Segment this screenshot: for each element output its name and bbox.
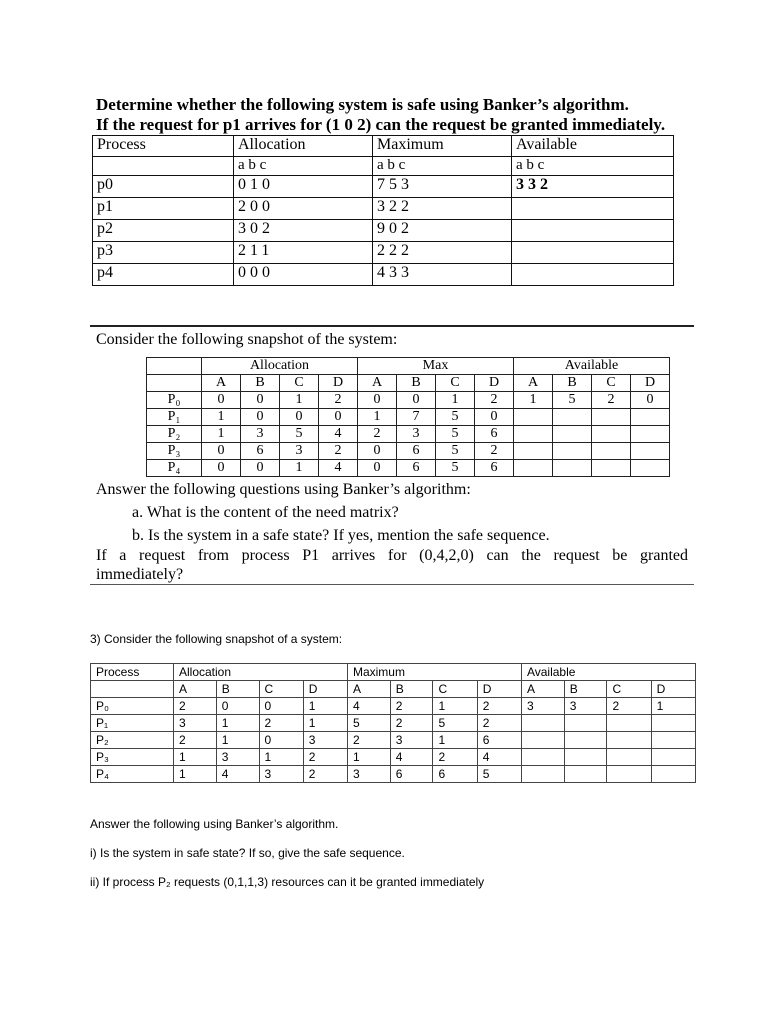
value-cell — [514, 409, 553, 426]
table-row — [91, 732, 696, 749]
value-cell: 3 — [397, 426, 436, 443]
value-cell: 1 — [514, 392, 553, 409]
value-cell: 3 — [521, 698, 564, 715]
value-cell — [514, 443, 553, 460]
value-cell: 1 — [202, 426, 241, 443]
value-cell: 0 — [259, 732, 303, 749]
q3-col-header: A — [174, 681, 217, 698]
value-cell — [592, 426, 631, 443]
value-cell — [521, 732, 564, 749]
value-cell: 0 — [216, 698, 259, 715]
value-cell: 1 — [280, 392, 319, 409]
value-cell — [564, 715, 607, 732]
value-cell: 0 — [319, 409, 358, 426]
value-cell: 6 — [477, 732, 521, 749]
value-cell — [514, 460, 553, 477]
value-cell: 5 — [436, 443, 475, 460]
value-cell: 1 — [433, 732, 477, 749]
value-cell — [521, 749, 564, 766]
q3-question-ii: ii) If process P₂ requests (0,1,1,3) resources can it be granted immediately — [90, 875, 485, 889]
value-cell — [592, 460, 631, 477]
q3-col-header: D — [651, 681, 695, 698]
value-cell: 2 — [358, 426, 397, 443]
value-cell: 3 — [303, 732, 347, 749]
q2-col-header: C — [592, 375, 631, 392]
q3-answer: Answer the following using Banker’s algorithm. — [90, 817, 339, 831]
q3-col-header: A — [521, 681, 564, 698]
value-cell: 1 — [303, 698, 347, 715]
value-cell — [651, 749, 695, 766]
value-cell — [651, 732, 695, 749]
value-cell: 3 — [347, 766, 390, 783]
table-row — [147, 443, 670, 460]
value-cell: 4 — [319, 460, 358, 477]
value-cell: 3 — [280, 443, 319, 460]
q3-col-header: B — [216, 681, 259, 698]
q3-col-header: C — [607, 681, 651, 698]
q2-request-line1: If a request from process P1 arrives for (0,4,2,0) can the request be granted — [96, 547, 688, 564]
table-row — [91, 766, 696, 783]
table-row: p3 211 222 — [93, 242, 674, 264]
value-cell: 6 — [390, 766, 433, 783]
value-cell: 3 — [390, 732, 433, 749]
value-cell: 2 — [475, 443, 514, 460]
q3-header-available: Available — [521, 664, 695, 681]
q2-col-header: D — [475, 375, 514, 392]
value-cell: 2 — [477, 698, 521, 715]
value-cell: 0 — [241, 392, 280, 409]
value-cell: 2 — [475, 392, 514, 409]
value-cell: 5 — [436, 460, 475, 477]
value-cell: 3 — [564, 698, 607, 715]
value-cell — [564, 766, 607, 783]
value-cell: 1 — [202, 409, 241, 426]
value-cell: 6 — [397, 443, 436, 460]
q2-group-available: Available — [514, 358, 670, 375]
q2-title: Consider the following snapshot of the system: — [96, 331, 398, 348]
q2-col-header: B — [397, 375, 436, 392]
q1-line2: If the request for p1 arrives for (1 0 2) can the request be granted immediately. — [96, 115, 666, 134]
q2-col-header: D — [631, 375, 670, 392]
value-cell: 2 — [607, 698, 651, 715]
q2-request-line2: immediately? — [96, 566, 184, 583]
process-cell: P₀ — [91, 698, 174, 715]
value-cell: 0 — [241, 460, 280, 477]
q2-col-header: A — [358, 375, 397, 392]
process-cell: P₃ — [91, 749, 174, 766]
value-cell: 2 — [319, 443, 358, 460]
process-cell: P₁ — [91, 715, 174, 732]
value-cell — [564, 749, 607, 766]
value-cell: 5 — [347, 715, 390, 732]
q2-question-b: b. Is the system in a safe state? If yes, mention the safe sequence. — [132, 527, 550, 544]
value-cell — [607, 732, 651, 749]
value-cell: 1 — [174, 749, 217, 766]
value-cell — [607, 766, 651, 783]
table-row: p2 302 902 — [93, 220, 674, 242]
value-cell: 2 — [390, 698, 433, 715]
process-cell: P₄ — [147, 460, 202, 477]
value-cell: 0 — [280, 409, 319, 426]
value-cell: 4 — [319, 426, 358, 443]
value-cell: 5 — [477, 766, 521, 783]
value-cell: 3 — [241, 426, 280, 443]
value-cell — [553, 460, 592, 477]
q3-col-header: D — [303, 681, 347, 698]
value-cell: 4 — [477, 749, 521, 766]
value-cell: 0 — [358, 443, 397, 460]
value-cell: 1 — [433, 698, 477, 715]
value-cell: 2 — [303, 766, 347, 783]
value-cell — [607, 715, 651, 732]
q2-col-header: B — [553, 375, 592, 392]
q3-col-header: B — [390, 681, 433, 698]
q3-question-i: i) Is the system in safe state? If so, give the safe sequence. — [90, 846, 405, 860]
value-cell — [651, 715, 695, 732]
value-cell: 1 — [651, 698, 695, 715]
value-cell — [631, 443, 670, 460]
value-cell: 1 — [174, 766, 217, 783]
q1-header-available: Available — [512, 136, 674, 157]
table-row — [91, 715, 696, 732]
value-cell: 2 — [319, 392, 358, 409]
value-cell: 1 — [216, 732, 259, 749]
value-cell: 1 — [259, 749, 303, 766]
q1-table — [92, 135, 674, 286]
table-row: p0 010 753 3 3 2 — [93, 176, 674, 198]
value-cell — [592, 409, 631, 426]
q2-col-header: D — [319, 375, 358, 392]
value-cell: 0 — [202, 460, 241, 477]
value-cell: 6 — [475, 460, 514, 477]
value-cell: 1 — [436, 392, 475, 409]
q2-group-allocation: Allocation — [202, 358, 358, 375]
value-cell: 2 — [433, 749, 477, 766]
value-cell: 5 — [280, 426, 319, 443]
value-cell — [651, 766, 695, 783]
process-cell: P₄ — [91, 766, 174, 783]
value-cell — [553, 426, 592, 443]
value-cell: 5 — [436, 409, 475, 426]
value-cell: 5 — [436, 426, 475, 443]
value-cell: 4 — [347, 698, 390, 715]
value-cell: 1 — [216, 715, 259, 732]
question-2 — [90, 325, 694, 585]
q2-group-max: Max — [358, 358, 514, 375]
table-row — [147, 409, 670, 426]
q1-sub-alloc: a b c — [234, 157, 373, 176]
value-cell: 1 — [358, 409, 397, 426]
value-cell: 0 — [631, 392, 670, 409]
table-row — [91, 698, 696, 715]
value-cell: 0 — [475, 409, 514, 426]
value-cell: 2 — [592, 392, 631, 409]
value-cell: 2 — [347, 732, 390, 749]
q2-col-header: A — [514, 375, 553, 392]
value-cell: 6 — [475, 426, 514, 443]
value-cell: 3 — [259, 766, 303, 783]
value-cell — [631, 460, 670, 477]
q3-col-header: A — [347, 681, 390, 698]
q2-col-header: B — [241, 375, 280, 392]
q3-header-maximum: Maximum — [347, 664, 521, 681]
value-cell: 0 — [259, 698, 303, 715]
q3-col-header: B — [564, 681, 607, 698]
q1-header-process: Process — [93, 136, 234, 157]
process-cell: P₃ — [147, 443, 202, 460]
table-row: p1 200 322 — [93, 198, 674, 220]
q1-header-allocation: Allocation — [234, 136, 373, 157]
process-cell: P₁ — [147, 409, 202, 426]
q1-sub-avail: a b c — [512, 157, 674, 176]
value-cell: 2 — [477, 715, 521, 732]
value-cell: 2 — [390, 715, 433, 732]
q1-sub-max: a b c — [373, 157, 512, 176]
q2-question-a: a. What is the content of the need matrix? — [132, 504, 399, 521]
process-cell: P₀ — [147, 392, 202, 409]
value-cell — [607, 749, 651, 766]
value-cell — [553, 443, 592, 460]
q3-title: 3) Consider the following snapshot of a system: — [90, 632, 343, 646]
q3-table — [90, 663, 696, 783]
value-cell: 4 — [390, 749, 433, 766]
value-cell: 0 — [202, 443, 241, 460]
value-cell: 6 — [397, 460, 436, 477]
value-cell — [521, 715, 564, 732]
table-row — [91, 749, 696, 766]
value-cell — [521, 766, 564, 783]
value-cell: 0 — [397, 392, 436, 409]
table-row: p4 000 433 — [93, 264, 674, 286]
value-cell: 2 — [259, 715, 303, 732]
question-1 — [92, 95, 674, 286]
value-cell: 1 — [280, 460, 319, 477]
table-row — [147, 426, 670, 443]
q2-col-header: C — [280, 375, 319, 392]
value-cell — [631, 426, 670, 443]
q2-col-header: A — [202, 375, 241, 392]
q2-table — [146, 357, 670, 477]
value-cell: 0 — [358, 392, 397, 409]
value-cell: 2 — [174, 732, 217, 749]
value-cell: 4 — [216, 766, 259, 783]
q3-header-allocation: Allocation — [174, 664, 348, 681]
value-cell: 1 — [347, 749, 390, 766]
q3-col-header: C — [259, 681, 303, 698]
value-cell: 3 — [174, 715, 217, 732]
process-cell: P₂ — [91, 732, 174, 749]
value-cell: 6 — [241, 443, 280, 460]
q1-line1: Determine whether the following system is safe using Banker’s algorithm. — [96, 95, 629, 114]
q3-header-process: Process — [91, 664, 174, 681]
value-cell — [592, 443, 631, 460]
value-cell — [553, 409, 592, 426]
value-cell — [631, 409, 670, 426]
value-cell: 2 — [174, 698, 217, 715]
process-cell: P₂ — [147, 426, 202, 443]
value-cell: 7 — [397, 409, 436, 426]
value-cell: 5 — [433, 715, 477, 732]
q3-col-header: C — [433, 681, 477, 698]
value-cell: 1 — [303, 715, 347, 732]
value-cell: 2 — [303, 749, 347, 766]
table-row — [147, 392, 670, 409]
value-cell: 0 — [358, 460, 397, 477]
q2-answer: Answer the following questions using Banker’s algorithm: — [96, 481, 471, 498]
question-3 — [90, 632, 696, 904]
value-cell: 5 — [553, 392, 592, 409]
value-cell: 0 — [241, 409, 280, 426]
q1-header-maximum: Maximum — [373, 136, 512, 157]
value-cell — [514, 426, 553, 443]
value-cell: 6 — [433, 766, 477, 783]
value-cell — [564, 732, 607, 749]
table-row — [147, 460, 670, 477]
q2-col-header: C — [436, 375, 475, 392]
value-cell: 0 — [202, 392, 241, 409]
q3-col-header: D — [477, 681, 521, 698]
value-cell: 3 — [216, 749, 259, 766]
